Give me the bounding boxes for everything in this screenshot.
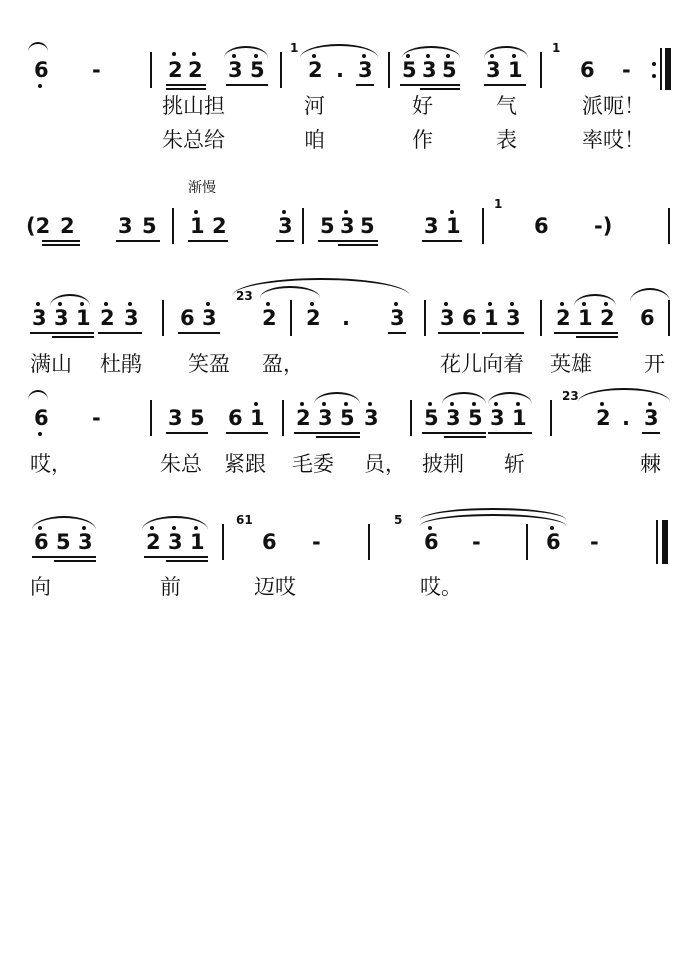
- high-octave-dot: [444, 302, 448, 306]
- grace-note: 61: [236, 513, 253, 527]
- high-octave-dot: [582, 302, 586, 306]
- staff-line-2: [0, 196, 700, 256]
- note: 1: [578, 306, 593, 330]
- underline: [576, 336, 618, 338]
- note: 3: [506, 306, 521, 330]
- high-octave-dot: [426, 54, 430, 58]
- dash: -): [594, 214, 613, 238]
- dash: -: [312, 530, 321, 554]
- high-octave-dot: [80, 302, 84, 306]
- high-octave-dot: [254, 402, 258, 406]
- note: 3: [424, 214, 439, 238]
- tie-mark: [28, 390, 48, 400]
- underline: [488, 432, 532, 434]
- note: 2: [262, 306, 277, 330]
- lyric: 开: [644, 352, 665, 376]
- note: 6: [580, 58, 595, 82]
- barline: [410, 400, 412, 436]
- barline: [660, 48, 662, 90]
- lyric: 朱总给: [162, 128, 225, 152]
- underline: [316, 436, 360, 438]
- note: 3: [422, 58, 437, 82]
- barline: [282, 400, 284, 436]
- high-octave-dot: [194, 210, 198, 214]
- underline: [276, 240, 294, 242]
- note: 6: [34, 406, 49, 430]
- note: 2: [100, 306, 115, 330]
- note: 3: [446, 406, 461, 430]
- note: 2: [212, 214, 227, 238]
- note: 1: [190, 530, 205, 554]
- underline: [318, 240, 378, 242]
- final-bar: [662, 520, 668, 564]
- low-octave-dot: [38, 84, 42, 88]
- note: 2: [146, 530, 161, 554]
- high-octave-dot: [648, 402, 652, 406]
- barline: [172, 208, 174, 244]
- high-octave-dot: [494, 402, 498, 406]
- lyric: 哎。: [420, 575, 462, 599]
- high-octave-dot: [172, 526, 176, 530]
- barline: [424, 300, 426, 336]
- lyric: 朱总: [160, 452, 202, 476]
- note: 6: [534, 214, 549, 238]
- underline: [144, 556, 208, 558]
- underline: [422, 240, 462, 242]
- high-octave-dot: [550, 526, 554, 530]
- note: 6: [228, 406, 243, 430]
- lyric: 斩: [504, 452, 525, 476]
- underline: [400, 84, 460, 86]
- note: 3: [54, 306, 69, 330]
- note: 2: [556, 306, 571, 330]
- high-octave-dot: [428, 402, 432, 406]
- lyric: 棘: [640, 452, 661, 476]
- lyric: 满山: [30, 352, 72, 376]
- slur: [232, 278, 410, 296]
- slur: [50, 294, 90, 306]
- note: 1: [250, 406, 265, 430]
- note: 5: [56, 530, 71, 554]
- note: 1: [508, 58, 523, 82]
- underline: [166, 84, 206, 86]
- underline: [484, 84, 526, 86]
- lyric: 迈哎: [254, 575, 296, 599]
- barline: [222, 524, 224, 560]
- high-octave-dot: [428, 526, 432, 530]
- note: 3: [78, 530, 93, 554]
- barline: [668, 300, 670, 336]
- lyric: 毛委: [292, 452, 334, 476]
- tie-mark: [28, 42, 48, 52]
- note: 1: [76, 306, 91, 330]
- note: 2: [296, 406, 311, 430]
- high-octave-dot: [36, 302, 40, 306]
- underline: [438, 332, 480, 334]
- high-octave-dot: [254, 54, 258, 58]
- underline: [32, 556, 96, 558]
- lyric: 哎，: [30, 452, 72, 476]
- barline: [162, 300, 164, 336]
- note: 2: [596, 406, 611, 430]
- lyric: 咱: [304, 128, 325, 152]
- note: 3: [318, 406, 333, 430]
- high-octave-dot: [472, 402, 476, 406]
- lyric: 好: [412, 94, 433, 118]
- note: 3: [168, 530, 183, 554]
- high-octave-dot: [510, 302, 514, 306]
- staff-line-5: [0, 512, 700, 572]
- barline: [290, 300, 292, 336]
- dot-extension: .: [342, 306, 350, 330]
- repeat-end-bar: [665, 48, 671, 90]
- lyric: 派呃！: [582, 94, 645, 118]
- high-octave-dot: [450, 210, 454, 214]
- underline: [166, 88, 206, 90]
- high-octave-dot: [232, 54, 236, 58]
- high-octave-dot: [300, 402, 304, 406]
- barline: [302, 208, 304, 244]
- high-octave-dot: [362, 54, 366, 58]
- high-octave-dot: [266, 302, 270, 306]
- dot-extension: .: [622, 406, 630, 430]
- underline: [642, 432, 660, 434]
- note: 3: [490, 406, 505, 430]
- underline: [226, 432, 268, 434]
- high-octave-dot: [192, 52, 196, 56]
- grace-note: 1: [552, 41, 561, 55]
- barline: [482, 208, 484, 244]
- high-octave-dot: [282, 210, 286, 214]
- note: 3: [118, 214, 133, 238]
- underline: [356, 84, 374, 86]
- high-octave-dot: [600, 402, 604, 406]
- note: 5: [190, 406, 205, 430]
- note: 5: [360, 214, 375, 238]
- high-octave-dot: [82, 526, 86, 530]
- note: 6: [462, 306, 477, 330]
- repeat-dot: [652, 62, 656, 66]
- note: 6: [640, 306, 655, 330]
- dash: -: [622, 58, 631, 82]
- underline: [444, 436, 486, 438]
- barline: [388, 52, 390, 88]
- high-octave-dot: [604, 302, 608, 306]
- lyric: 挑山担: [162, 94, 225, 118]
- note: 3: [486, 58, 501, 82]
- lyric: 盈，: [262, 352, 304, 376]
- underline: [420, 88, 460, 90]
- barline: [150, 52, 152, 88]
- note: 2: [308, 58, 323, 82]
- slur: [442, 392, 486, 404]
- underline: [554, 332, 618, 334]
- high-octave-dot: [446, 54, 450, 58]
- underline: [422, 432, 486, 434]
- barline: [150, 400, 152, 436]
- underline: [166, 432, 208, 434]
- lyric: 率哎！: [582, 128, 645, 152]
- underline: [178, 332, 220, 334]
- note: 2: [188, 58, 203, 82]
- staff-line-1: [0, 40, 700, 100]
- high-octave-dot: [312, 54, 316, 58]
- underline: [98, 332, 142, 334]
- grace-note: 23: [236, 289, 253, 303]
- underline: [482, 332, 524, 334]
- note: 5: [442, 58, 457, 82]
- underline: [116, 240, 160, 242]
- note: 3: [358, 58, 373, 82]
- slur: [578, 388, 670, 402]
- note: 1: [190, 214, 205, 238]
- note: 5: [142, 214, 157, 238]
- note: 1: [512, 406, 527, 430]
- note: 6: [180, 306, 195, 330]
- lyric: 河: [304, 94, 325, 118]
- note: 3: [168, 406, 183, 430]
- note: 3: [644, 406, 659, 430]
- high-octave-dot: [368, 402, 372, 406]
- barline: [280, 52, 282, 88]
- barline: [656, 520, 658, 564]
- high-octave-dot: [394, 302, 398, 306]
- note: 6: [424, 530, 439, 554]
- note: 3: [278, 214, 293, 238]
- high-octave-dot: [194, 526, 198, 530]
- staff-line-4: [0, 388, 700, 448]
- lyric: 表: [496, 128, 517, 152]
- lyric: 向: [30, 575, 51, 599]
- high-octave-dot: [344, 210, 348, 214]
- note: 3: [202, 306, 217, 330]
- note: 6: [34, 530, 49, 554]
- grace-note: 5: [394, 513, 403, 527]
- high-octave-dot: [560, 302, 564, 306]
- note: 5: [468, 406, 483, 430]
- lyric: 前: [160, 575, 181, 599]
- note: 3: [228, 58, 243, 82]
- lyric: 作: [412, 128, 433, 152]
- note: 6: [34, 58, 49, 82]
- note: (2: [26, 214, 51, 238]
- dot-extension: .: [336, 58, 344, 82]
- slur: [402, 46, 460, 58]
- high-octave-dot: [322, 402, 326, 406]
- note: 5: [340, 406, 355, 430]
- lyric: 花儿向着: [440, 352, 524, 376]
- high-octave-dot: [206, 302, 210, 306]
- underline: [226, 84, 268, 86]
- underline: [294, 432, 360, 434]
- dash: -: [92, 406, 101, 430]
- high-octave-dot: [344, 402, 348, 406]
- barline: [526, 524, 528, 560]
- lyric: 笑盈: [188, 352, 230, 376]
- high-octave-dot: [150, 526, 154, 530]
- low-octave-dot: [38, 432, 42, 436]
- repeat-dot: [652, 74, 656, 78]
- slur: [314, 392, 360, 404]
- dash: -: [92, 58, 101, 82]
- note: 2: [168, 58, 183, 82]
- high-octave-dot: [58, 302, 62, 306]
- high-octave-dot: [310, 302, 314, 306]
- lyric: 披荆: [422, 452, 464, 476]
- high-octave-dot: [450, 402, 454, 406]
- slur: [224, 46, 268, 58]
- note: 2: [600, 306, 615, 330]
- underline: [52, 336, 94, 338]
- note: 6: [546, 530, 561, 554]
- high-octave-dot: [128, 302, 132, 306]
- dash: -: [590, 530, 599, 554]
- grace-note: 1: [290, 41, 299, 55]
- note: 3: [124, 306, 139, 330]
- note: 1: [484, 306, 499, 330]
- note: 5: [424, 406, 439, 430]
- barline: [540, 52, 542, 88]
- high-octave-dot: [38, 526, 42, 530]
- underline: [388, 332, 406, 334]
- note: 3: [32, 306, 47, 330]
- note: 5: [320, 214, 335, 238]
- high-octave-dot: [104, 302, 108, 306]
- underline: [188, 240, 228, 242]
- slur: [574, 294, 616, 306]
- note: 1: [446, 214, 461, 238]
- high-octave-dot: [490, 54, 494, 58]
- tempo-mark: 渐慢: [188, 180, 216, 196]
- note: 3: [440, 306, 455, 330]
- barline: [540, 300, 542, 336]
- note: 5: [402, 58, 417, 82]
- note: 3: [340, 214, 355, 238]
- note: 2: [60, 214, 75, 238]
- lyric: 气: [496, 94, 517, 118]
- high-octave-dot: [512, 54, 516, 58]
- slur: [630, 288, 670, 302]
- lyric: 员，: [364, 452, 406, 476]
- high-octave-dot: [488, 302, 492, 306]
- note: 3: [390, 306, 405, 330]
- lyric: 英雄: [550, 352, 592, 376]
- underline: [338, 244, 378, 246]
- grace-note: 23: [562, 389, 579, 403]
- underline: [166, 560, 208, 562]
- note: 6: [262, 530, 277, 554]
- note: 3: [364, 406, 379, 430]
- underline: [30, 332, 94, 334]
- barline: [550, 400, 552, 436]
- grace-note: 1: [494, 197, 503, 211]
- high-octave-dot: [172, 52, 176, 56]
- underline: [54, 560, 96, 562]
- high-octave-dot: [516, 402, 520, 406]
- high-octave-dot: [406, 54, 410, 58]
- barline: [668, 208, 670, 244]
- underline: [42, 240, 80, 242]
- staff-line-3: [0, 288, 700, 348]
- underline: [42, 244, 80, 246]
- note: 5: [250, 58, 265, 82]
- lyric: 紧跟: [224, 452, 266, 476]
- note: 2: [306, 306, 321, 330]
- lyric: 杜鹃: [100, 352, 142, 376]
- dash: -: [472, 530, 481, 554]
- barline: [368, 524, 370, 560]
